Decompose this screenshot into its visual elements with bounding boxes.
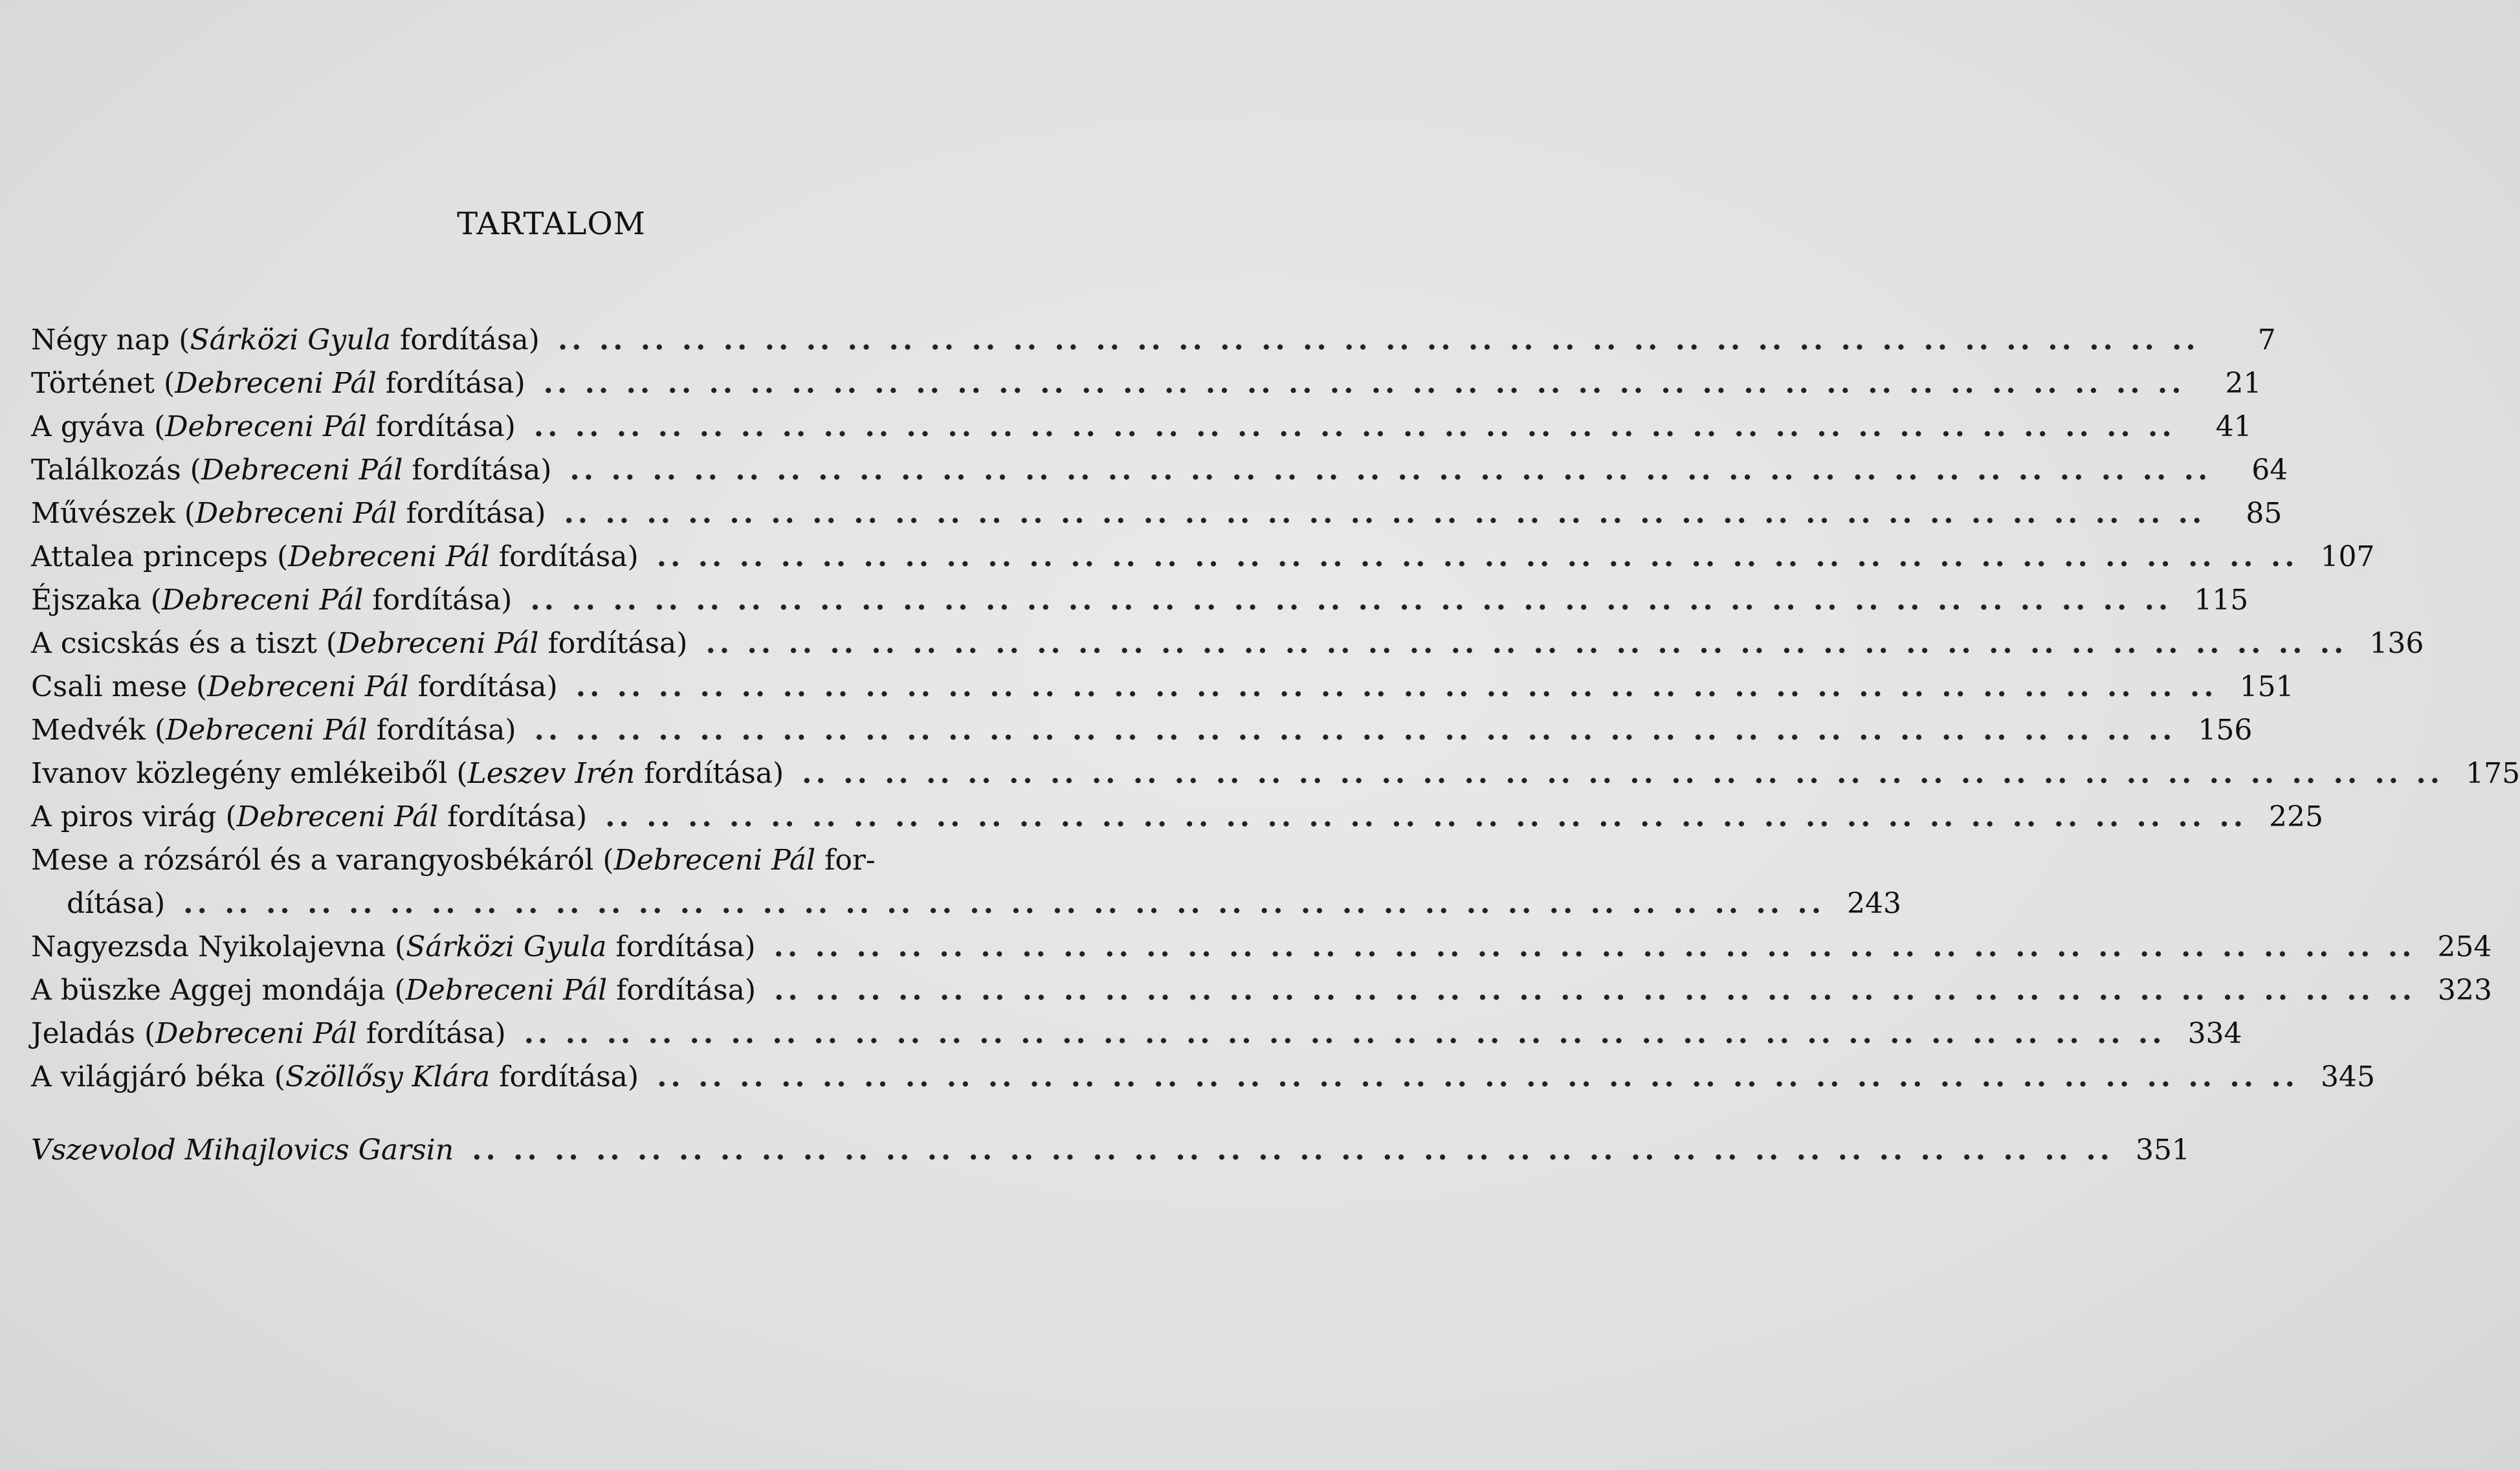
entry-suffix-part1: for- [824, 844, 876, 877]
page-title: TARTALOM [457, 206, 646, 242]
entry-title: Művészek [31, 497, 175, 530]
entry-translator: Debreceni Pál [201, 454, 403, 487]
entry-suffix: fordítása) [616, 974, 757, 1007]
page-number: 323 [2437, 974, 2492, 1007]
page-number: 175 [2466, 757, 2520, 790]
toc-entry: A gyáva (Debreceni Pál fordítása) .. .. .. .. .. .. .. .. .. .. .. .. .. .. .. .. .. .. .. .. .. .. .. .. .. .. .. .. .. .. .. .. .. .. .. .. .. .. .. .. 41 [31, 405, 1054, 448]
entry-translator: Debreceni Pál [175, 367, 377, 400]
leader-dots: .. .. .. .. .. .. .. .. .. .. .. .. .. .. .. .. .. .. .. .. .. .. .. .. .. .. .. .. .. .. .. .. .. .. .. .. .. .. .. .. [657, 1060, 2299, 1093]
leader-dots: .. .. .. .. .. .. .. .. .. .. .. .. .. .. .. .. .. .. .. .. .. .. .. .. .. .. .. .. .. .. .. .. .. .. .. .. .. .. .. .. [472, 1134, 2114, 1167]
toc-entry: Attalea princeps (Debreceni Pál fordítása) .. .. .. .. .. .. .. .. .. .. .. .. .. .. .. .. .. .. .. .. .. .. .. .. .. .. .. .. .. .. .. .. .. .. .. .. .. .. .. .. 107 [31, 535, 1054, 578]
entry-title: Ivanov közlegény emlékeiből [31, 757, 448, 790]
page-number: 41 [2215, 410, 2252, 443]
entry-suffix: fordítása) [375, 410, 516, 443]
leader-dots: .. .. .. .. .. .. .. .. .. .. .. .. .. .. .. .. .. .. .. .. .. .. .. .. .. .. .. .. .. .. .. .. .. .. .. .. .. .. .. .. [802, 757, 2444, 790]
entry-translator: Szöllősy Klára [285, 1060, 491, 1093]
table-of-contents [31, 318, 2520, 1172]
page-number: 85 [2246, 497, 2282, 530]
leader-dots: .. .. .. .. .. .. .. .. .. .. .. .. .. .. .. .. .. .. .. .. .. .. .. .. .. .. .. .. .. .. .. .. .. .. .. .. .. .. .. .. [533, 410, 2176, 443]
entry-translator: Debreceni Pál [195, 497, 397, 530]
page-number: 136 [2369, 627, 2424, 660]
page-number: 7 [2257, 324, 2276, 357]
entry-suffix: fordítása) [376, 714, 516, 747]
leader-dots: .. .. .. .. .. .. .. .. .. .. .. .. .. .. .. .. .. .. .. .. .. .. .. .. .. .. .. .. .. .. .. .. .. .. .. .. .. .. .. .. [183, 887, 1826, 920]
entry-title: A világjáró béka [31, 1060, 265, 1093]
entry-title: Medvék [31, 714, 146, 747]
entry-suffix: fordítása) [498, 540, 639, 573]
leader-dots: .. .. .. .. .. .. .. .. .. .. .. .. .. .. .. .. .. .. .. .. .. .. .. .. .. .. .. .. .. .. .. .. .. .. .. .. .. .. .. .. [774, 974, 2416, 1007]
page-number: 21 [2225, 367, 2262, 400]
entry-translator: Debreceni Pál [207, 670, 409, 703]
page-number: 254 [2437, 930, 2492, 963]
entry-suffix: fordítása) [499, 1060, 639, 1093]
entry-translator: Debreceni Pál [165, 410, 367, 443]
toc-entry: Medvék (Debreceni Pál fordítása) .. .. .. .. .. .. .. .. .. .. .. .. .. .. .. .. .. .. .. .. .. .. .. .. .. .. .. .. .. .. .. .. .. .. .. .. .. .. .. .. 156 [31, 708, 1054, 752]
entry-translator: Debreceni Pál [288, 540, 490, 573]
entry-suffix: fordítása) [615, 930, 756, 963]
toc-entry: Nagyezsda Nyikolajevna (Sárközi Gyula fordítása) .. .. .. .. .. .. .. .. .. .. .. .. .. .. .. .. .. .. .. .. .. .. .. .. .. .. .. .. .. .. .. .. .. .. .. .. .. .. .. .. 254 [31, 925, 1054, 969]
entry-suffix: fordítása) [447, 800, 588, 833]
page-number: 64 [2251, 454, 2288, 487]
page-number: 156 [2198, 714, 2253, 747]
leader-dots: .. .. .. .. .. .. .. .. .. .. .. .. .. .. .. .. .. .. .. .. .. .. .. .. .. .. .. .. .. .. .. .. .. .. .. .. .. .. .. .. [656, 540, 2299, 573]
entry-translator: Sárközi Gyula [190, 324, 391, 357]
page-number: 225 [2269, 800, 2324, 833]
entry-translator: Debreceni Pál [337, 627, 539, 660]
toc-entry: A csicskás és a tiszt (Debreceni Pál fordítása) .. .. .. .. .. .. .. .. .. .. .. .. .. .. .. .. .. .. .. .. .. .. .. .. .. .. .. .. .. .. .. .. .. .. .. .. .. .. .. .. 136 [31, 622, 1054, 665]
page-number: 243 [1847, 887, 1902, 920]
entry-translator: Debreceni Pál [165, 714, 368, 747]
entry-suffix: fordítása) [417, 670, 558, 703]
entry-suffix-part2: dítása) [67, 887, 166, 920]
toc-entry: Csali mese (Debreceni Pál fordítása) .. .. .. .. .. .. .. .. .. .. .. .. .. .. .. .. .. .. .. .. .. .. .. .. .. .. .. .. .. .. .. .. .. .. .. .. .. .. .. .. 151 [31, 665, 1054, 708]
entry-title: Jeladás [31, 1017, 135, 1050]
author-name: Vszevolod Mihajlovics Garsin [31, 1134, 454, 1167]
entry-title: Találkozás [31, 454, 181, 487]
toc-entry: A világjáró béka (Szöllősy Klára fordítása) .. .. .. .. .. .. .. .. .. .. .. .. .. .. .. .. .. .. .. .. .. .. .. .. .. .. .. .. .. .. .. .. .. .. .. .. .. .. .. .. 345 [31, 1055, 1054, 1099]
leader-dots: .. .. .. .. .. .. .. .. .. .. .. .. .. .. .. .. .. .. .. .. .. .. .. .. .. .. .. .. .. .. .. .. .. .. .. .. .. .. .. .. [605, 800, 2248, 833]
toc-entry: A piros virág (Debreceni Pál fordítása) .. .. .. .. .. .. .. .. .. .. .. .. .. .. .. .. .. .. .. .. .. .. .. .. .. .. .. .. .. .. .. .. .. .. .. .. .. .. .. .. 225 [31, 795, 1054, 839]
entry-title: Éjszaka [31, 584, 142, 617]
entry-translator: Debreceni Pál [161, 584, 364, 617]
entry-suffix: fordítása) [406, 497, 546, 530]
entry-translator: Leszev Irén [467, 757, 636, 790]
toc-entry: Történet (Debreceni Pál fordítása) .. .. .. .. .. .. .. .. .. .. .. .. .. .. .. .. .. .. .. .. .. .. .. .. .. .. .. .. .. .. .. .. .. .. .. .. .. .. .. .. 21 [31, 362, 1054, 405]
entry-title: A büszke Aggej mondája [31, 974, 386, 1007]
toc-entry-long: Mese a rózsáról és a varangyosbékáról (Debreceni Pál for- dítása) .. .. .. .. .. .. .. .. .. .. .. .. .. .. .. .. .. .. .. .. .. .. .. .. .. .. .. .. .. .. .. .. .. .. .. .. .. .. .. .. 243 [31, 839, 1054, 925]
leader-dots: .. .. .. .. .. .. .. .. .. .. .. .. .. .. .. .. .. .. .. .. .. .. .. .. .. .. .. .. .. .. .. .. .. .. .. .. .. .. .. .. [575, 670, 2218, 703]
leader-dots: .. .. .. .. .. .. .. .. .. .. .. .. .. .. .. .. .. .. .. .. .. .. .. .. .. .. .. .. .. .. .. .. .. .. .. .. .. .. .. .. [564, 497, 2206, 530]
entry-title: Csali mese [31, 670, 187, 703]
page-number: 107 [2320, 540, 2375, 573]
entry-translator: Debreceni Pál [405, 974, 608, 1007]
entry-title: A piros virág [31, 800, 217, 833]
page-number: 351 [2136, 1134, 2190, 1167]
page-number: 115 [2194, 584, 2249, 617]
leader-dots: .. .. .. .. .. .. .. .. .. .. .. .. .. .. .. .. .. .. .. .. .. .. .. .. .. .. .. .. .. .. .. .. .. .. .. .. .. .. .. .. [534, 714, 2176, 747]
entry-suffix: fordítása) [399, 324, 540, 357]
page-number: 151 [2239, 670, 2294, 703]
entry-title: Mese a rózsáról és a varangyosbékáról [31, 844, 594, 877]
entry-translator: Debreceni Pál [613, 844, 816, 877]
entry-suffix: fordítása) [547, 627, 688, 660]
entry-translator: Debreceni Pál [155, 1017, 357, 1050]
entry-title: Attalea princeps [31, 540, 268, 573]
entry-translator: Sárközi Gyula [406, 930, 607, 963]
toc-entry: Ivanov közlegény emlékeiből (Leszev Irén fordítása) .. .. .. .. .. .. .. .. .. .. .. .. .. .. .. .. .. .. .. .. .. .. .. .. .. .. .. .. .. .. .. .. .. .. .. .. .. .. .. .. 175 [31, 752, 1054, 795]
entry-title: Négy nap [31, 324, 170, 357]
toc-entry: Éjszaka (Debreceni Pál fordítása) .. .. .. .. .. .. .. .. .. .. .. .. .. .. .. .. .. .. .. .. .. .. .. .. .. .. .. .. .. .. .. .. .. .. .. .. .. .. .. .. 115 [31, 578, 1054, 622]
entry-suffix: fordítása) [385, 367, 525, 400]
entry-suffix: fordítása) [372, 584, 513, 617]
entry-title: A gyáva [31, 410, 146, 443]
entry-title: Történet [31, 367, 155, 400]
entry-suffix: fordítása) [412, 454, 552, 487]
toc-entry-author [31, 1128, 2190, 1172]
leader-dots: .. .. .. .. .. .. .. .. .. .. .. .. .. .. .. .. .. .. .. .. .. .. .. .. .. .. .. .. .. .. .. .. .. .. .. .. .. .. .. .. [557, 324, 2200, 357]
entry-title: Nagyezsda Nyikolajevna [31, 930, 386, 963]
leader-dots: .. .. .. .. .. .. .. .. .. .. .. .. .. .. .. .. .. .. .. .. .. .. .. .. .. .. .. .. .. .. .. .. .. .. .. .. .. .. .. .. [705, 627, 2348, 660]
leader-dots: .. .. .. .. .. .. .. .. .. .. .. .. .. .. .. .. .. .. .. .. .. .. .. .. .. .. .. .. .. .. .. .. .. .. .. .. .. .. .. .. [543, 367, 2185, 400]
toc-entry: Négy nap (Sárközi Gyula fordítása) .. .. .. .. .. .. .. .. .. .. .. .. .. .. .. .. .. .. .. .. .. .. .. .. .. .. .. .. .. .. .. .. .. .. .. .. .. .. .. .. 7 [31, 318, 1054, 362]
leader-dots: .. .. .. .. .. .. .. .. .. .. .. .. .. .. .. .. .. .. .. .. .. .. .. .. .. .. .. .. .. .. .. .. .. .. .. .. .. .. .. .. [569, 454, 2212, 487]
leader-dots: .. .. .. .. .. .. .. .. .. .. .. .. .. .. .. .. .. .. .. .. .. .. .. .. .. .. .. .. .. .. .. .. .. .. .. .. .. .. .. .. [773, 930, 2416, 963]
entry-translator: Debreceni Pál [236, 800, 439, 833]
entry-suffix: fordítása) [366, 1017, 506, 1050]
toc-entry: A büszke Aggej mondája (Debreceni Pál fordítása) .. .. .. .. .. .. .. .. .. .. .. .. .. .. .. .. .. .. .. .. .. .. .. .. .. .. .. .. .. .. .. .. .. .. .. .. .. .. .. .. 323 [31, 969, 1054, 1012]
toc-entry: Művészek (Debreceni Pál fordítása) .. .. .. .. .. .. .. .. .. .. .. .. .. .. .. .. .. .. .. .. .. .. .. .. .. .. .. .. .. .. .. .. .. .. .. .. .. .. .. .. 85 [31, 492, 1054, 535]
page-number: 334 [2187, 1017, 2242, 1050]
page-number: 345 [2321, 1060, 2375, 1093]
entry-suffix: fordítása) [644, 757, 784, 790]
toc-entry: Jeladás (Debreceni Pál fordítása) .. .. .. .. .. .. .. .. .. .. .. .. .. .. .. .. .. .. .. .. .. .. .. .. .. .. .. .. .. .. .. .. .. .. .. .. .. .. .. .. 334 [31, 1012, 1054, 1055]
leader-dots: .. .. .. .. .. .. .. .. .. .. .. .. .. .. .. .. .. .. .. .. .. .. .. .. .. .. .. .. .. .. .. .. .. .. .. .. .. .. .. .. [530, 584, 2172, 617]
entry-title: A csicskás és a tiszt [31, 627, 317, 660]
toc-entry: Találkozás (Debreceni Pál fordítása) .. .. .. .. .. .. .. .. .. .. .. .. .. .. .. .. .. .. .. .. .. .. .. .. .. .. .. .. .. .. .. .. .. .. .. .. .. .. .. .. 64 [31, 448, 1054, 492]
leader-dots: .. .. .. .. .. .. .. .. .. .. .. .. .. .. .. .. .. .. .. .. .. .. .. .. .. .. .. .. .. .. .. .. .. .. .. .. .. .. .. .. [524, 1017, 2166, 1050]
